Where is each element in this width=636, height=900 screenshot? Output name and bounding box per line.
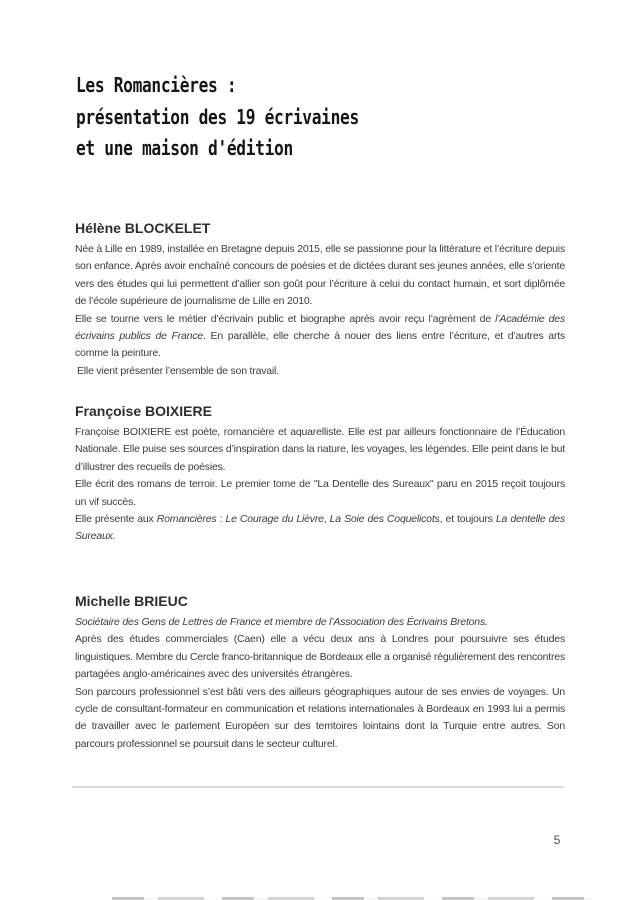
text-run-italic: Romancières: [156, 513, 217, 526]
document-title: [76, 70, 359, 165]
section-francoise-boixiere: [75, 402, 565, 546]
text-run: :: [216, 513, 226, 526]
text-run-italic: La dentelle des Sureaux.: [75, 513, 565, 543]
section-michelle-brieuc: [75, 592, 565, 753]
bio-paragraph: [75, 631, 565, 683]
text-run: Elle vient présenter l’ensemble de son travail.: [77, 364, 279, 377]
text-run: Elle écrit des romans de terroir. Le premier tome de "La Dentelle des Sureaux" paru en 2015 reçoit toujours un vif succès.: [75, 478, 565, 508]
bio-paragraph: [75, 476, 565, 511]
section-heading: Michelle BRIEUC: [75, 593, 188, 609]
text-run: Son parcours professionnel s’est bâti vers des ailleurs géographiques autour de ses envies de voyages. Un cycle de consultant-formateur en communication et relations internationales à Bordeaux en 1993 lui a permis de travailler avec le parlement Européen sur des territoires lointains dont la Turquie entre autres. Son parcours professionnel se poursuit dans le secteur culturel.: [75, 685, 565, 750]
text-run: Elle se tourne vers le métier d’écrivain public et biographe après avoir reçu l’agrément de: [75, 312, 496, 325]
text-run: , et toujours: [439, 513, 496, 526]
bio-paragraph: [75, 241, 565, 311]
bio-paragraph: [75, 684, 565, 754]
bio-paragraph: [75, 424, 565, 476]
section-heading: Françoise BOIXIERE: [75, 403, 212, 419]
title-line-1: Les Romancières :: [76, 73, 237, 97]
text-run-italic: Le Courage du Lièvre: [225, 513, 324, 526]
text-run-italic: La Soie des Coquelicots: [329, 513, 440, 526]
bio-paragraph: [75, 311, 565, 363]
text-run: Après des études commerciales (Caen) elle a vécu deux ans à Londres pour poursuivre ses études linguistiques. Membre du Cercle franco-britannique de Bordeaux elle a organisé régulièrement des rencontres partagées anglo-américaines avec des universités étrangères.: [75, 633, 565, 681]
page-number: 5: [553, 833, 561, 847]
footer-divider: [72, 786, 564, 788]
text-run-italic: Sociétaire des Gens de Lettres de France et membre de l’Association des Écrivains Bretons.: [75, 616, 488, 628]
bio-paragraph: [75, 363, 565, 380]
text-run: ,: [323, 513, 330, 526]
title-line-3: et une maison d'édition: [76, 136, 293, 160]
bio-paragraph: [75, 614, 565, 631]
section-heading: Hélène BLOCKELET: [75, 220, 211, 236]
text-run: Françoise BOIXIERE est poète, romancière et aquarelliste. Elle est par ailleurs fonctionnaire de l’Éducation Nationale. Elle puise ses sources d’inspiration dans la nature, les voyages, les légendes. Elle peint dans le but d’illustrer des recueils de poésies.: [75, 426, 565, 473]
text-run-italic: l’Académie des écrivains publics de France: [75, 312, 565, 343]
text-run: Elle présente aux: [75, 513, 157, 526]
bio-paragraph: [75, 511, 565, 546]
text-run: Née à Lille en 1989, installée en Bretagne depuis 2015, elle se passionne pour la littérature et l’écriture depuis son enfance. Après avoir enchaîné concours de poésies et de dictées durant ses jeunes années, elle s’oriente vers des études qui lui permettent d’allier son goût pour l’écriture à celui du contact humain, et sort diplômée de l’école supérieure de journalisme de Lille en 2010.: [75, 243, 565, 308]
section-helene-blockelet: [75, 219, 565, 380]
title-line-2: présentation des 19 écrivaines: [76, 104, 359, 129]
text-run: . En parallèle, elle cherche à nouer des liens entre l’écriture, et d’autres arts comme la peinture.: [75, 330, 566, 360]
